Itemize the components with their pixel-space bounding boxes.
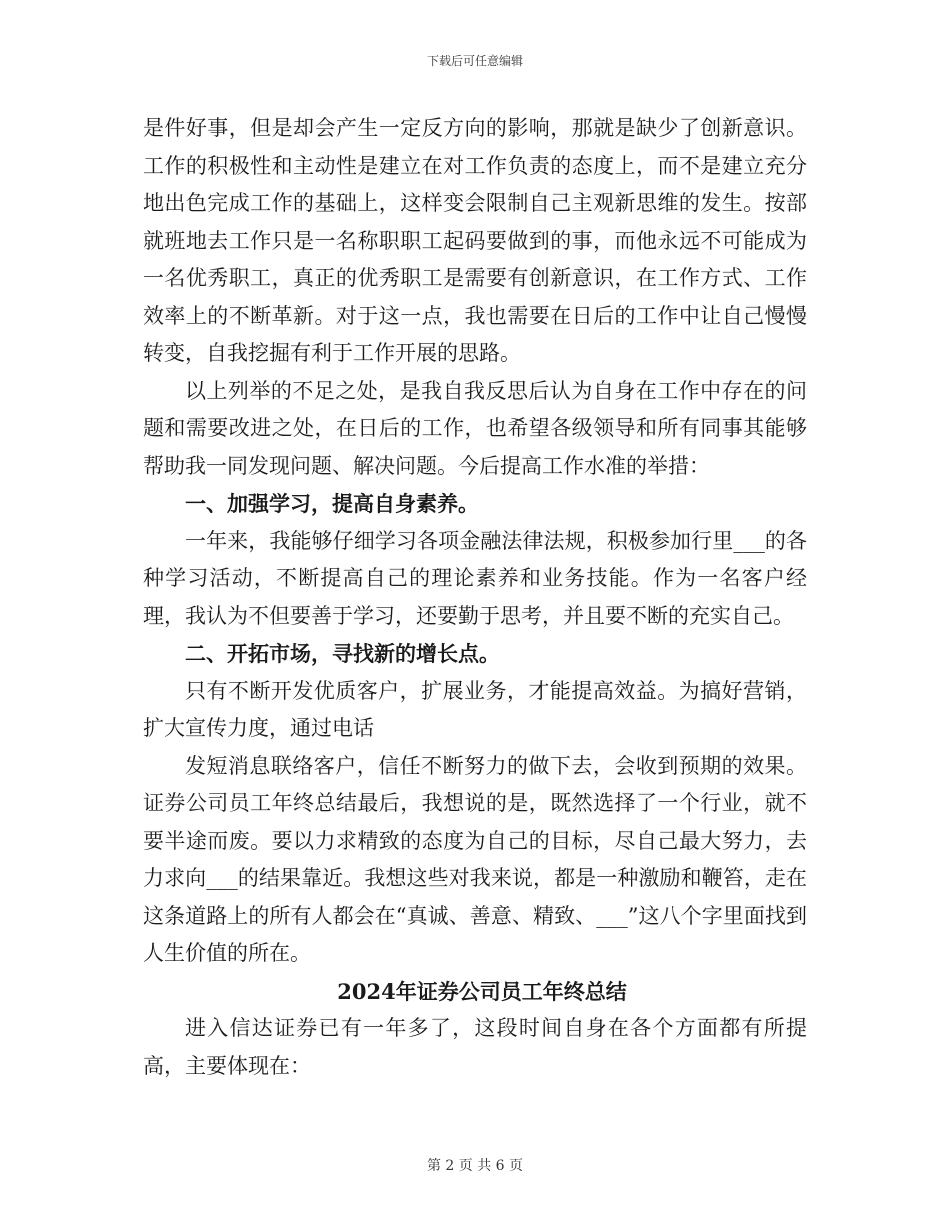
- paragraph-learning: 一年来，我能够仔细学习各项金融法律法规，积极参加行里___的各种学习活动，不断提高自己的理论素养和业务技能。作为一名客户经理，我认为不但要善于学习，还要勤于思考，并且要不断的充实自己。: [143, 528, 807, 628]
- page-footer: 第 2 页 共 6 页: [426, 1158, 524, 1174]
- document-body: [143, 110, 807, 1085]
- section-heading-learning: 一、加强学习，提高自身素养。: [185, 491, 479, 516]
- document-title: 2024年证券公司员工年终总结: [337, 978, 627, 1004]
- page-header: 下载后可任意编辑: [426, 54, 523, 68]
- section-heading-market: 二、开拓市场，寻找新的增长点。: [185, 641, 500, 666]
- paragraph-conclusion: 发短消息联络客户，信任不断努力的做下去，会收到预期的效果。证券公司员工年终总结最后，我想说的是，既然选择了一个行业，就不要半途而废。要以力求精致的态度为自己的目标，尽自己最大努力，去力求向___的结果靠近。我想这些对我来说，都是一种激励和鞭笞，走在这条道路上的所有人都会在“真诚、善意、精致、___”这八个字里面找到人生价值的所在。: [143, 753, 807, 965]
- paragraph-intro: 进入信达证券已有一年多了，这段时间自身在各个方面都有所提高，主要体现在：: [143, 1016, 807, 1078]
- paragraph-market: 只有不断开发优质客户，扩展业务，才能提高效益。为搞好营销，扩大宣传力度，通过电话: [143, 678, 807, 740]
- paragraph-innovation: 是件好事，但是却会产生一定反方向的影响，那就是缺少了创新意识。工作的积极性和主动性是建立在对工作负责的态度上，而不是建立充分地出色完成工作的基础上，这样变会限制自己主观新思维的发生。按部就班地去工作只是一名称职职工起码要做到的事，而他永远不可能成为一名优秀职工，真正的优秀职工是需要有创新意识，在工作方式、工作效率上的不断革新。对于这一点，我也需要在日后的工作中让自己慢慢转变，自我挖掘有利于工作开展的思路。: [143, 116, 807, 365]
- paragraph-shortcomings: 以上列举的不足之处，是我自我反思后认为自身在工作中存在的问题和需要改进之处，在日后的工作，也希望各级领导和所有同事其能够帮助我一同发现问题、解决问题。今后提高工作水准的举措：: [143, 378, 807, 478]
